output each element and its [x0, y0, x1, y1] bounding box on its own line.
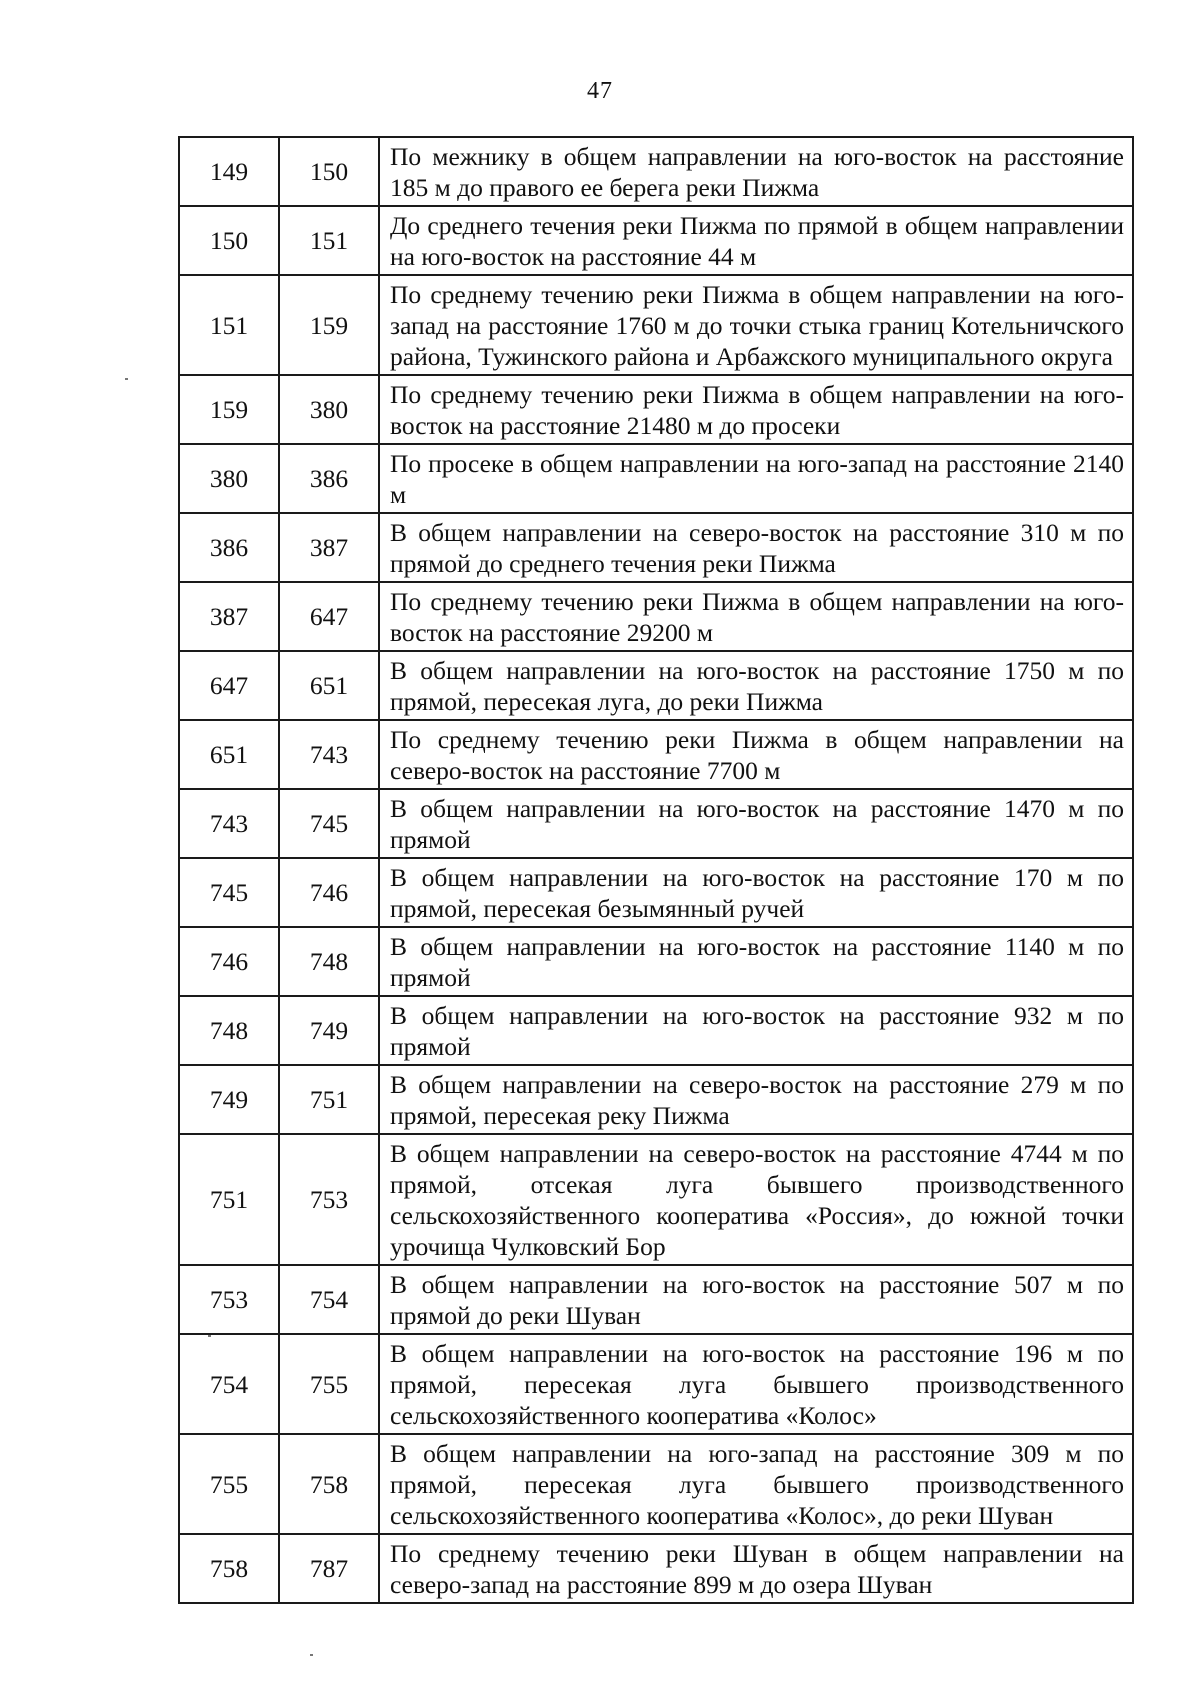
table-row [179, 1534, 1133, 1603]
scan-speck [125, 378, 128, 380]
boundary-description-cell: В общем направлении на северо-восток на расстояние 310 м по прямой до среднего течения реки Пижма [379, 513, 1133, 582]
boundary-description-cell: По среднему течению реки Пижма в общем направлении на юго-восток на расстояние 21480 м до просеки [379, 375, 1133, 444]
boundary-description-cell: По среднему течению реки Пижма в общем направлении на северо-восток на расстояние 7700 м [379, 720, 1133, 789]
table-row [179, 375, 1133, 444]
point-from-cell: 743 [179, 789, 279, 858]
boundary-description-cell: В общем направлении на юго-восток на расстояние 1140 м по прямой [379, 927, 1133, 996]
point-from-cell: 151 [179, 275, 279, 375]
table-row [179, 996, 1133, 1065]
scan-speck [208, 1335, 211, 1337]
point-to-cell: 745 [279, 789, 379, 858]
point-to-cell: 150 [279, 137, 379, 206]
point-from-cell: 159 [179, 375, 279, 444]
table-row [179, 1334, 1133, 1434]
point-from-cell: 651 [179, 720, 279, 789]
table-row [179, 206, 1133, 275]
point-from-cell: 748 [179, 996, 279, 1065]
table-row [179, 651, 1133, 720]
point-from-cell: 758 [179, 1534, 279, 1603]
boundary-description-cell: В общем направлении на юго-восток на расстояние 1470 м по прямой [379, 789, 1133, 858]
table-body [179, 137, 1133, 1603]
point-to-cell: 386 [279, 444, 379, 513]
table-row [179, 513, 1133, 582]
point-to-cell: 753 [279, 1134, 379, 1265]
table-row [179, 1265, 1133, 1334]
boundary-description-cell: По просеке в общем направлении на юго-запад на расстояние 2140 м [379, 444, 1133, 513]
boundary-description-cell: По межнику в общем направлении на юго-восток на расстояние 185 м до правого ее берега реки Пижма [379, 137, 1133, 206]
table-row [179, 1065, 1133, 1134]
boundary-description-cell: В общем направлении на северо-восток на расстояние 4744 м по прямой, отсекая луга бывшего производственного сельскохозяйственного кооператива «Россия», до южной точки урочища Чулковский Бор [379, 1134, 1133, 1265]
point-from-cell: 380 [179, 444, 279, 513]
table-row [179, 1134, 1133, 1265]
table-row [179, 789, 1133, 858]
point-from-cell: 647 [179, 651, 279, 720]
point-to-cell: 748 [279, 927, 379, 996]
table-row [179, 720, 1133, 789]
boundary-description-cell: По среднему течению реки Пижма в общем направлении на юго-запад на расстояние 1760 м до точки стыка границ Котельничского района, Тужинского района и Арбажского муниципального округа [379, 275, 1133, 375]
point-to-cell: 758 [279, 1434, 379, 1534]
boundary-description-cell: До среднего течения реки Пижма по прямой в общем направлении на юго-восток на расстояние 44 м [379, 206, 1133, 275]
point-from-cell: 386 [179, 513, 279, 582]
table-row [179, 858, 1133, 927]
point-from-cell: 745 [179, 858, 279, 927]
table-row [179, 137, 1133, 206]
point-from-cell: 754 [179, 1334, 279, 1434]
point-to-cell: 751 [279, 1065, 379, 1134]
point-to-cell: 159 [279, 275, 379, 375]
point-from-cell: 387 [179, 582, 279, 651]
point-to-cell: 647 [279, 582, 379, 651]
table-row [179, 582, 1133, 651]
table-row [179, 927, 1133, 996]
boundary-description-cell: В общем направлении на юго-восток на расстояние 196 м по прямой, пересекая луга бывшего производственного сельскохозяйственного кооператива «Колос» [379, 1334, 1133, 1434]
point-from-cell: 149 [179, 137, 279, 206]
point-from-cell: 755 [179, 1434, 279, 1534]
boundary-description-cell: В общем направлении на юго-запад на расстояние 309 м по прямой, пересекая луга бывшего производственного сельскохозяйственного кооператива «Колос», до реки Шуван [379, 1434, 1133, 1534]
point-to-cell: 746 [279, 858, 379, 927]
point-from-cell: 746 [179, 927, 279, 996]
point-to-cell: 754 [279, 1265, 379, 1334]
point-from-cell: 150 [179, 206, 279, 275]
point-to-cell: 755 [279, 1334, 379, 1434]
boundary-description-cell: По среднему течению реки Пижма в общем направлении на юго-восток на расстояние 29200 м [379, 582, 1133, 651]
point-to-cell: 151 [279, 206, 379, 275]
boundary-description-cell: В общем направлении на юго-восток на расстояние 932 м по прямой [379, 996, 1133, 1065]
point-from-cell: 749 [179, 1065, 279, 1134]
scan-speck [310, 1654, 313, 1656]
boundary-description-cell: По среднему течению реки Шуван в общем направлении на северо-запад на расстояние 899 м до озера Шуван [379, 1534, 1133, 1603]
point-to-cell: 787 [279, 1534, 379, 1603]
point-from-cell: 753 [179, 1265, 279, 1334]
point-to-cell: 651 [279, 651, 379, 720]
boundary-description-cell: В общем направлении на юго-восток на расстояние 170 м по прямой, пересекая безымянный ручей [379, 858, 1133, 927]
boundary-description-cell: В общем направлении на северо-восток на расстояние 279 м по прямой, пересекая реку Пижма [379, 1065, 1133, 1134]
boundary-description-table [178, 136, 1134, 1604]
boundary-description-cell: В общем направлении на юго-восток на расстояние 507 м по прямой до реки Шуван [379, 1265, 1133, 1334]
table-row [179, 1434, 1133, 1534]
page-number: 47 [587, 78, 613, 104]
boundary-description-cell: В общем направлении на юго-восток на расстояние 1750 м по прямой, пересекая луга, до реки Пижма [379, 651, 1133, 720]
point-to-cell: 387 [279, 513, 379, 582]
table-row [179, 444, 1133, 513]
table-row [179, 275, 1133, 375]
point-to-cell: 749 [279, 996, 379, 1065]
point-to-cell: 380 [279, 375, 379, 444]
point-to-cell: 743 [279, 720, 379, 789]
point-from-cell: 751 [179, 1134, 279, 1265]
